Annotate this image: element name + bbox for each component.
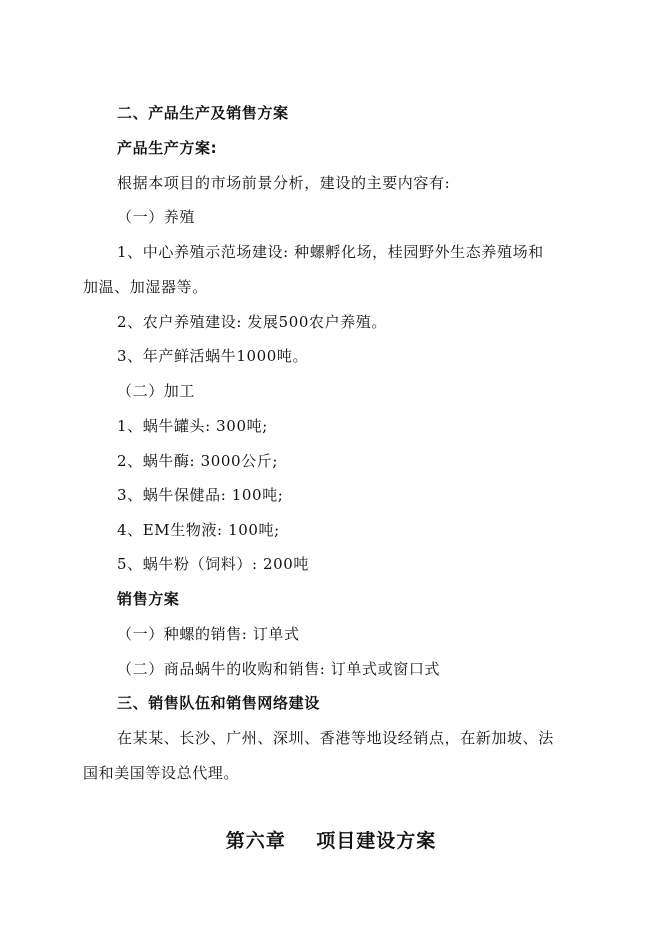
list-item: （二）商品蜗牛的收购和销售: 订单式或窗口式 — [117, 660, 441, 678]
list-heading: （二）加工 — [117, 382, 196, 400]
list-heading: （一）养殖 — [117, 208, 196, 226]
list-item: 1、中心养殖示范场建设: 种螺孵化场，桂园野外生态养殖场和 — [117, 243, 544, 261]
list-item: 3、蜗牛保健品: 100吨; — [117, 486, 284, 504]
paragraph: 根据本项目的市场前景分析，建设的主要内容有: — [117, 174, 451, 192]
chapter-title: 第六章 项目建设方案 — [225, 830, 437, 852]
list-item: 1、蜗牛罐头: 300吨; — [117, 417, 268, 435]
list-item: 4、EM生物液: 100吨; — [117, 521, 280, 539]
paragraph-continuation: 国和美国等设总代理。 — [83, 764, 240, 782]
list-item: （一）种螺的销售: 订单式 — [117, 625, 300, 643]
list-item: 3、年产鲜活蜗牛1000吨。 — [117, 347, 309, 365]
section-heading: 二、产品生产及销售方案 — [117, 104, 289, 122]
subsection-heading: 销售方案 — [117, 590, 180, 608]
list-item: 2、蜗牛酶: 3000公斤; — [117, 452, 278, 470]
list-item-continuation: 加温、加湿器等。 — [83, 278, 208, 296]
list-item: 2、农户养殖建设: 发展500农户养殖。 — [117, 313, 387, 331]
paragraph: 在某某、长沙、广州、深圳、香港等地设经销点，在新加坡、法 — [117, 729, 554, 747]
section-heading: 三、销售队伍和销售网络建设 — [117, 694, 320, 712]
list-item: 5、蜗牛粉（饲料）: 200吨 — [117, 555, 309, 573]
subsection-heading: 产品生产方案: — [117, 139, 218, 157]
